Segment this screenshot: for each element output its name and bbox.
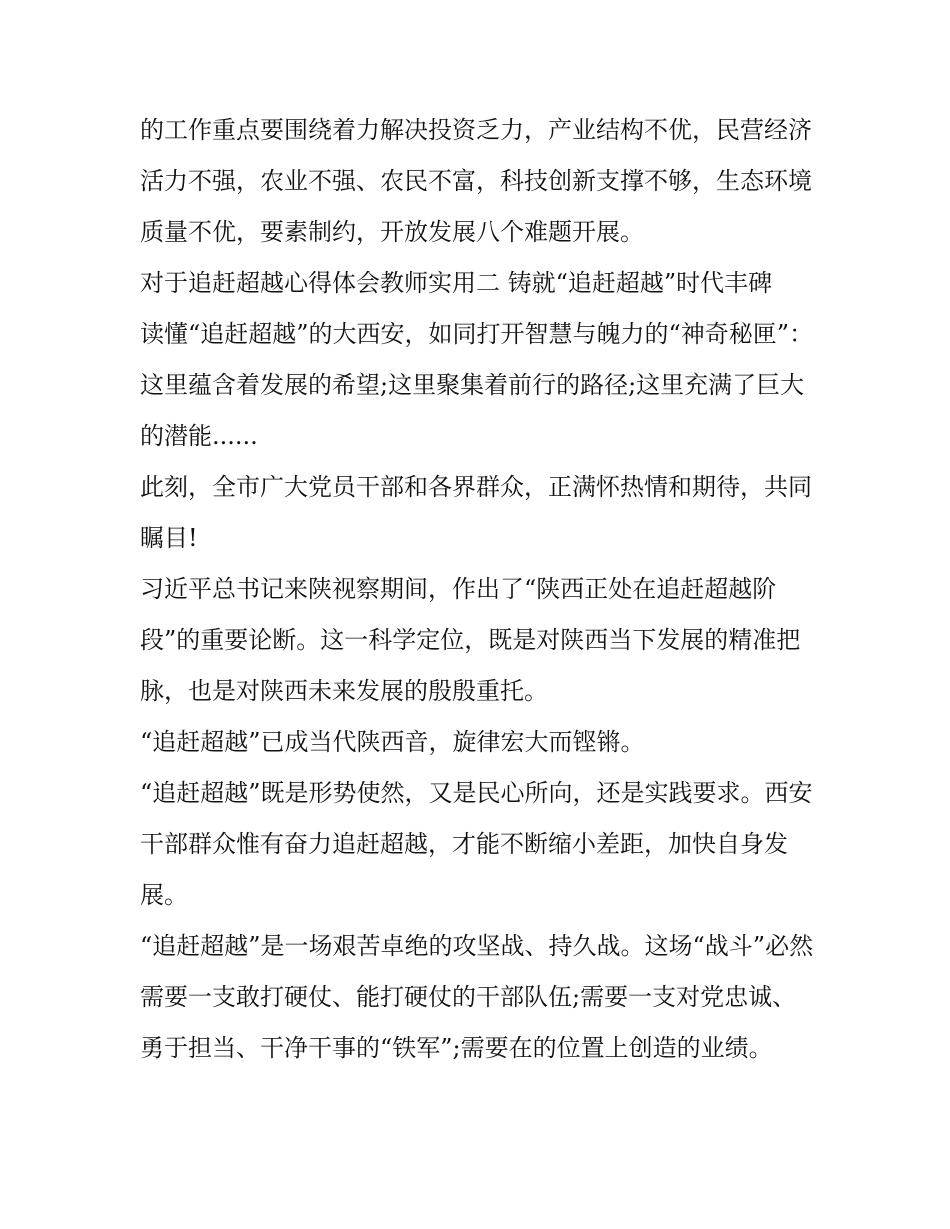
paragraph-7: “追赶超越”既是形势使然，又是民心所向，还是实践要求。西安干部群众惟有奋力追赶超越，才能不断缩小差距，加快自身发展。 <box>140 779 813 909</box>
paragraph-5: 习近平总书记来陕视察期间，作出了“陕西正处在追赶超越阶段”的重要论断。这一科学定位，既是对陕西当下发展的精准把脉，也是对陕西未来发展的殷殷重托。 <box>140 575 801 705</box>
paragraph-8: “追赶超越”是一场艰苦卓绝的攻坚战、持久战。这场“战斗”必然需要一支敢打硬仗、能打硬仗的干部队伍;需要一支对党忠诚、勇于担当、干净干事的“铁军”;需要在的位置上创造的业绩。 <box>140 932 814 1062</box>
paragraph-2-heading: 对于追赶超越心得体会教师实用二 铸就“追赶超越”时代丰碑 <box>140 269 773 297</box>
paragraph-6: “追赶超越”已成当代陕西音，旋律宏大而铿锵。 <box>140 728 645 756</box>
paragraph-3: 读懂“追赶超越”的大西安，如同打开智慧与魄力的“神奇秘匣”：这里蕴含着发展的希望;这里聚集着前行的路径;这里充满了巨大的潜能...... <box>140 320 814 450</box>
paragraph-4: 此刻，全市广大党员干部和各界群众，正满怀热情和期待，共同瞩目! <box>140 473 812 552</box>
paragraph-1: 的工作重点要围绕着力解决投资乏力，产业结构不优，民营经济活力不强，农业不强、农民不富，科技创新支撑不够，生态环境质量不优，要素制约，开放发展八个难题开展。 <box>140 116 812 246</box>
document-body <box>140 105 815 1074</box>
